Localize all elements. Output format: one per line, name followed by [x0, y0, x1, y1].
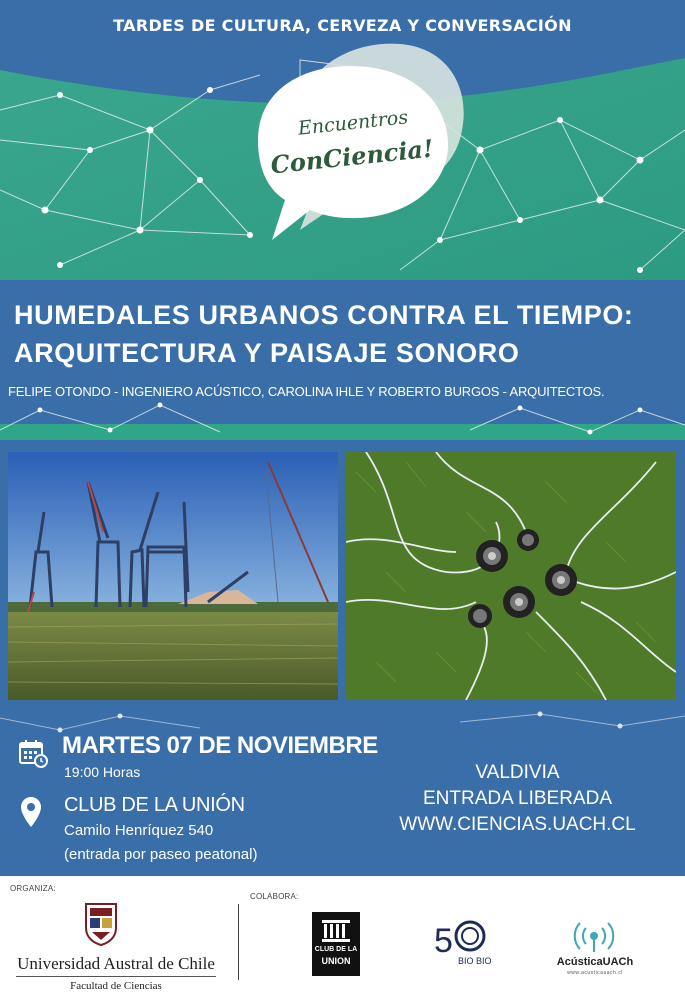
acustica-name: AcústicaUACh [556, 956, 634, 968]
biobio-label: BIO BIO [458, 956, 492, 966]
club-name-line-2: UNION [321, 956, 351, 966]
event-time: 19:00 Horas [64, 764, 141, 780]
venue-name: CLUB DE LA UNIÓN [64, 794, 245, 816]
port-cranes-photo [8, 452, 338, 700]
colabora-label: COLABORA: [250, 892, 299, 901]
logo-conciencia: ConCiencia! [269, 133, 435, 180]
logo-encuentros: Encuentros [296, 106, 410, 140]
event-title-line-2: ARQUITECTURA Y PAISAJE SONORO [14, 338, 520, 368]
calendar-icon [18, 738, 48, 768]
club-name-line-1: CLUB DE LA [314, 946, 358, 953]
city: VALDIVIA [475, 762, 560, 783]
speech-bubble-icon [0, 0, 685, 280]
entry-info: ENTRADA LIBERADA [423, 788, 612, 809]
event-date: MARTES 07 DE NOVIEMBRE [62, 732, 378, 759]
tagline: TARDES DE CULTURA, CERVEZA Y CONVERSACIÓN [113, 16, 572, 35]
acustica-url: www.acusticauach.cl [567, 970, 623, 976]
speakers-line: FELIPE OTONDO - INGENIERO ACÚSTICO, CAROLINA IHLE Y ROBERTO BURGOS - ARQUITECTOS. [8, 384, 605, 399]
biobio-logo-icon [432, 916, 496, 972]
event-title-line-1: HUMEDALES URBANOS CONTRA EL TIEMPO: [14, 300, 634, 330]
entrance-note: (entrada por paseo peatonal) [64, 846, 258, 863]
university-name: Universidad Austral de Chile [17, 954, 215, 973]
footer-divider [238, 904, 239, 980]
sound-waves-icon [570, 918, 618, 954]
faculty-name: Facultad de Ciencias [70, 980, 162, 992]
venue-address: Camilo Henríquez 540 [64, 822, 214, 839]
organiza-label: ORGANIZA: [10, 884, 56, 893]
location-pin-icon [20, 796, 42, 828]
website-link[interactable]: WWW.CIENCIAS.UACH.CL [399, 814, 636, 835]
university-crest-icon [84, 902, 118, 946]
university-rule [16, 976, 216, 977]
svg-text:5: 5 [434, 922, 453, 960]
club-union-logo [312, 912, 360, 976]
speakers-on-grass-photo [346, 452, 676, 700]
